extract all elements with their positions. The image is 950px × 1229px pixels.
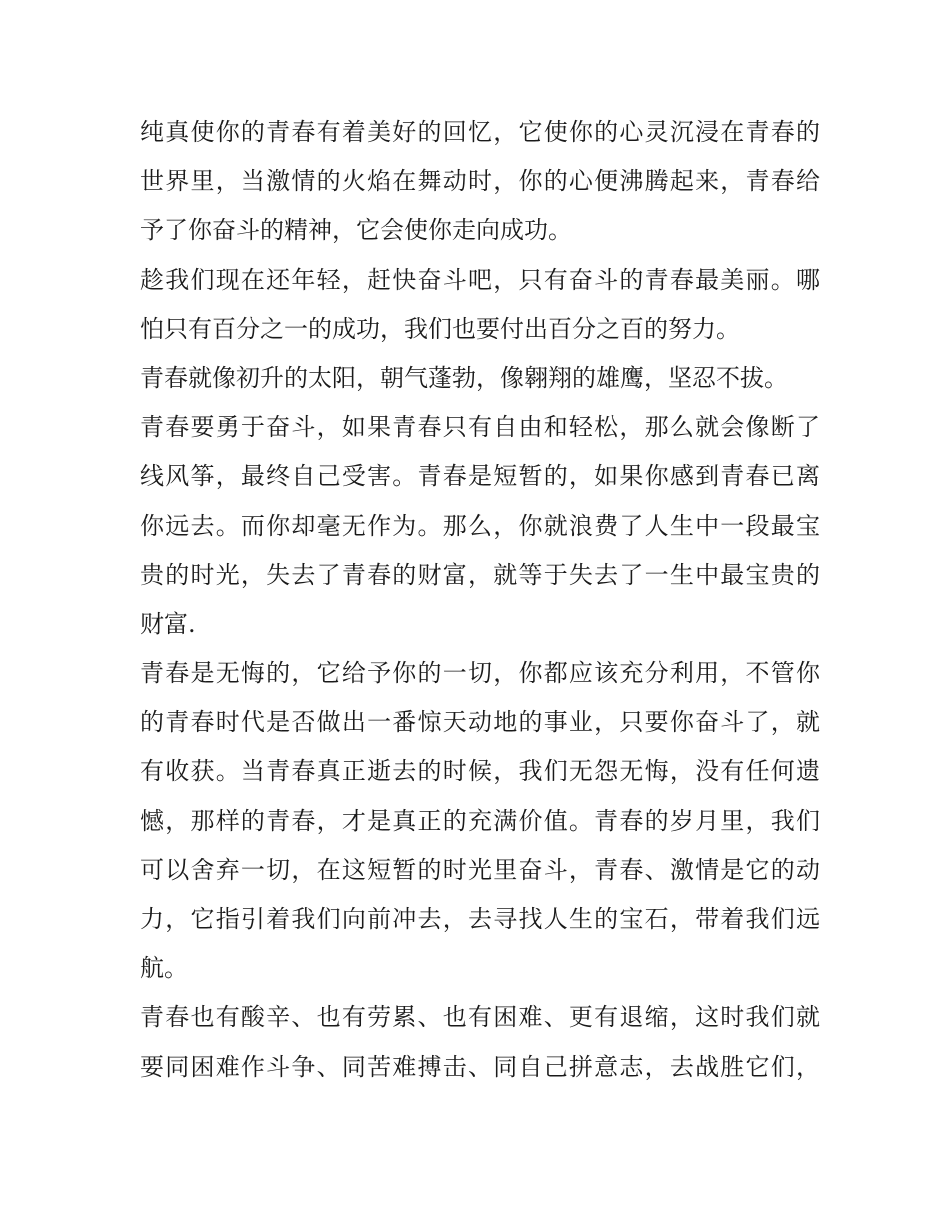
paragraph-2 (140, 256, 820, 354)
paragraph-6 (140, 993, 820, 1091)
text-line: 线风筝，最终自己受害。青春是短暂的，如果你感到青春已离 (140, 462, 820, 491)
text-line: 憾，那样的青春，才是真正的充满价值。青春的岁月里，我们 (140, 806, 820, 835)
paragraph-3 (140, 354, 820, 403)
text-line: 力，它指引着我们向前冲去，去寻找人生的宝石，带着我们远 (140, 905, 820, 933)
text-line: 航。 (140, 954, 188, 983)
text-line: 世界里，当激情的火焰在舞动时，你的心便沸腾起来，青春给 (140, 167, 820, 196)
text-line: 青春就像初升的太阳，朝气蓬勃，像翱翔的雄鹰，坚忍不拔。 (140, 363, 788, 392)
text-line: 你远去。而你却毫无作为。那么，你就浪费了人生中一段最宝 (140, 511, 820, 540)
text-line: 的青春时代是否做出一番惊天动地的事业，只要你奋斗了，就 (140, 708, 820, 737)
text-line: 怕只有百分之一的成功，我们也要付出百分之百的努力。 (140, 314, 740, 343)
text-line: 予了你奋斗的精神，它会使你走向成功。 (140, 216, 572, 245)
text-line: 财富. (140, 609, 196, 638)
document-body (140, 108, 820, 1092)
text-line: 可以舍弃一切，在这短暂的时光里奋斗，青春、激情是它的动 (140, 855, 820, 884)
paragraph-1 (140, 108, 820, 256)
text-line: 趁我们现在还年轻，赶快奋斗吧，只有奋斗的青春最美丽。哪 (140, 265, 820, 294)
paragraph-4 (140, 403, 820, 649)
text-line: 纯真使你的青春有着美好的回忆，它使你的心灵沉浸在青春的 (140, 118, 820, 146)
paragraph-5 (140, 649, 820, 993)
text-line: 有收获。当青春真正逝去的时候，我们无怨无悔，没有任何遗 (140, 757, 820, 786)
text-line: 贵的时光，失去了青春的财富，就等于失去了一生中最宝贵的 (140, 560, 820, 589)
text-line: 青春也有酸辛、也有劳累、也有困难、更有退缩，这时我们就 (140, 1003, 820, 1032)
text-line: 青春是无悔的，它给予你的一切，你都应该充分利用，不管你 (140, 659, 820, 688)
text-line: 青春要勇于奋斗，如果青春只有自由和轻松，那么就会像断了 (140, 413, 820, 442)
text-line: 要同困难作斗争、同苦难搏击、同自己拼意志，去战胜它们， (140, 1052, 820, 1081)
